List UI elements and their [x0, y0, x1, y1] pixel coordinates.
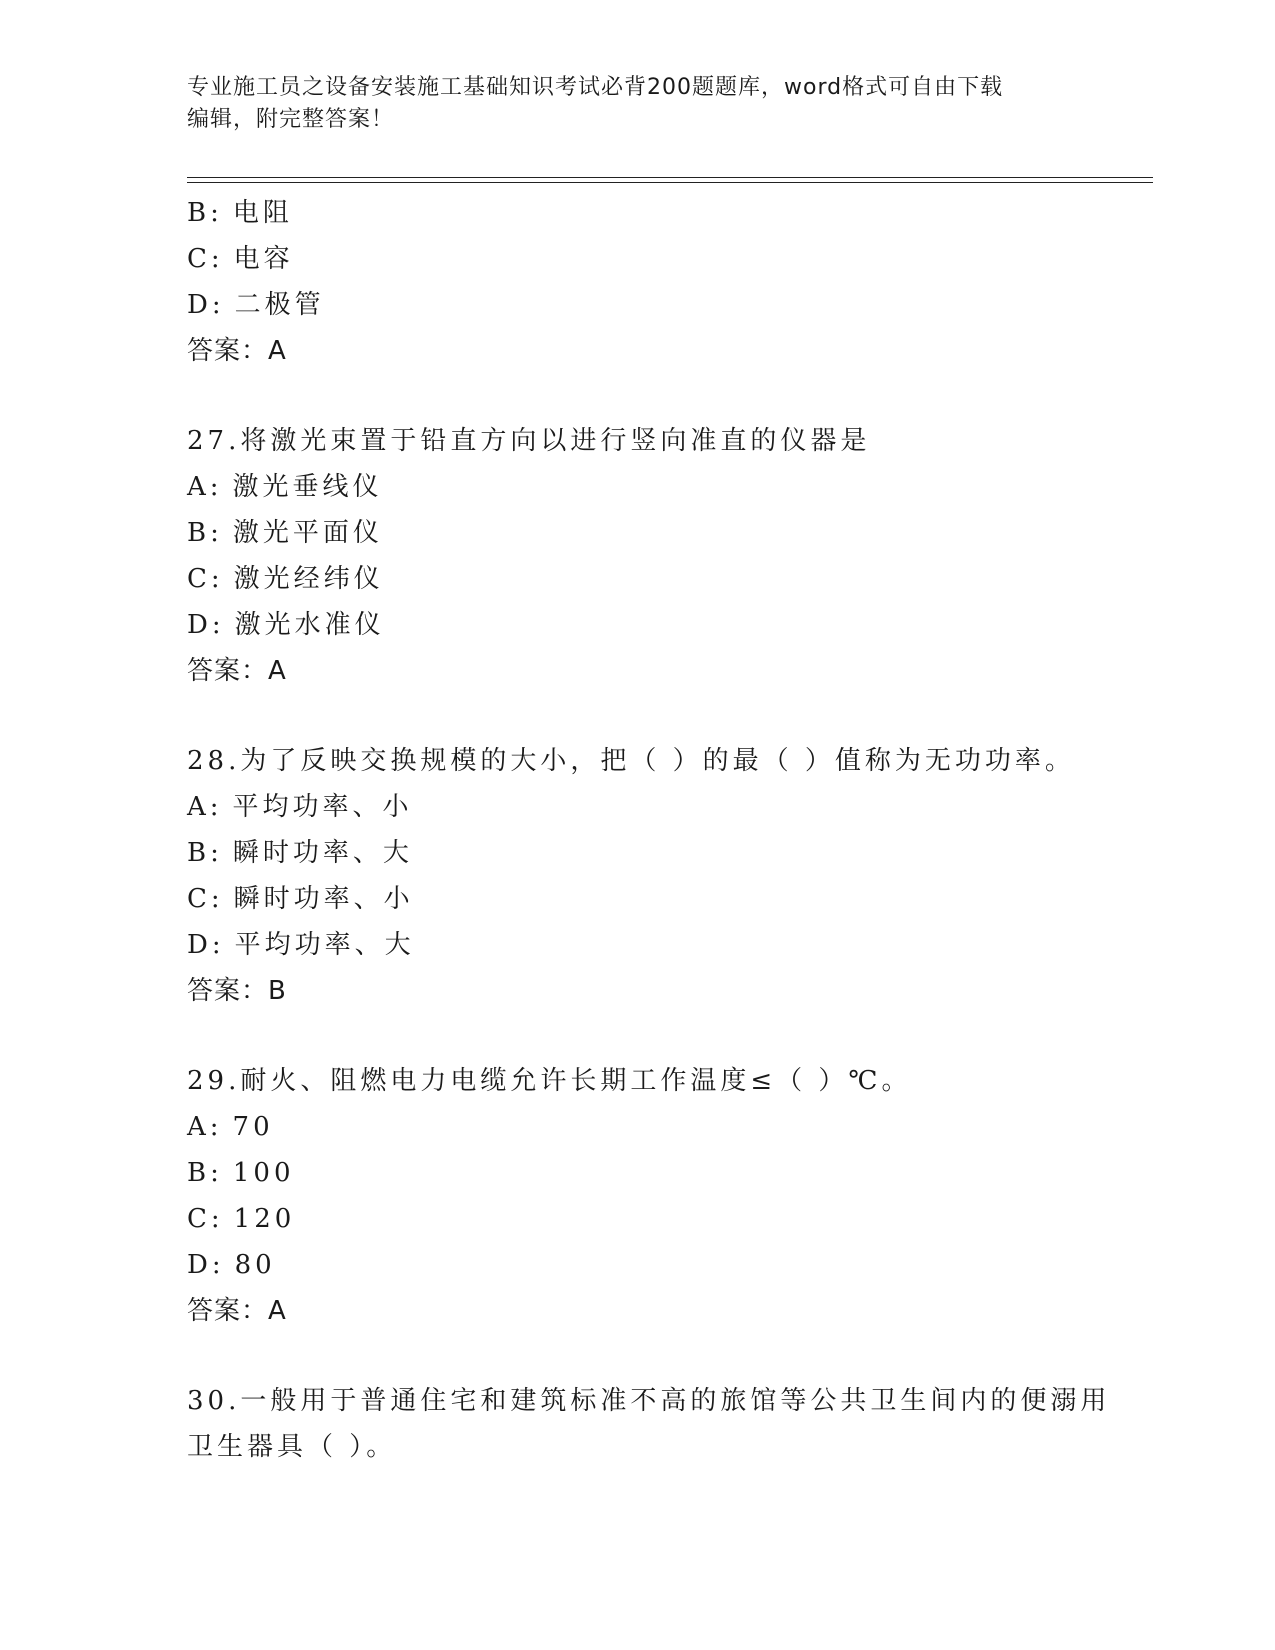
- option-d: D: 激光水准仪: [187, 610, 385, 640]
- answer-line: 答案：A: [187, 1296, 287, 1326]
- header-line-2: 编辑，附完整答案！: [187, 107, 395, 132]
- header-divider-bottom: [187, 182, 1153, 183]
- option-c: C: 120: [187, 1204, 296, 1234]
- question-text-line-1: 30.一般用于普通住宅和建筑标准不高的旅馆等公共卫生间内的便溺用: [187, 1386, 1111, 1416]
- option-b: B: 激光平面仪: [187, 518, 383, 548]
- option-d: D: 平均功率、大: [187, 930, 415, 960]
- question-27-block: [187, 418, 1147, 694]
- option-a: A: 70: [187, 1112, 274, 1142]
- option-d: D: 二极管: [187, 290, 325, 320]
- answer-line: 答案：B: [187, 976, 287, 1006]
- question-29-block: [187, 1058, 1147, 1334]
- option-c: C: 激光经纬仪: [187, 564, 384, 594]
- question-28-block: [187, 738, 1147, 1014]
- option-c: C: 电容: [187, 244, 294, 274]
- option-b: B: 瞬时功率、大: [187, 838, 413, 868]
- option-b: B: 100: [187, 1158, 295, 1188]
- option-d: D: 80: [187, 1250, 276, 1280]
- option-c: C: 瞬时功率、小: [187, 884, 414, 914]
- answer-line: 答案：A: [187, 656, 287, 686]
- question-26-block: [187, 190, 1147, 374]
- answer-line: 答案：A: [187, 336, 287, 366]
- question-text: 27.将激光束置于铅直方向以进行竖向准直的仪器是: [187, 426, 871, 456]
- option-a: A: 激光垂线仪: [187, 472, 383, 502]
- option-b: B: 电阻: [187, 198, 293, 228]
- header-divider-top: [187, 177, 1153, 178]
- question-30-block: [187, 1378, 1147, 1470]
- question-text: 28.为了反映交换规模的大小，把（ ）的最（ ）值称为无功功率。: [187, 746, 1075, 776]
- document-header: [187, 72, 1087, 136]
- header-line-1: 专业施工员之设备安装施工基础知识考试必背200题题库，word格式可自由下载: [187, 75, 1004, 100]
- question-list: [187, 190, 1147, 1470]
- question-text-line-2: 卫生器具（ ）。: [187, 1432, 397, 1462]
- option-a: A: 平均功率、小: [187, 792, 413, 822]
- question-text: 29.耐火、阻燃电力电缆允许长期工作温度≤（ ）℃。: [187, 1066, 912, 1096]
